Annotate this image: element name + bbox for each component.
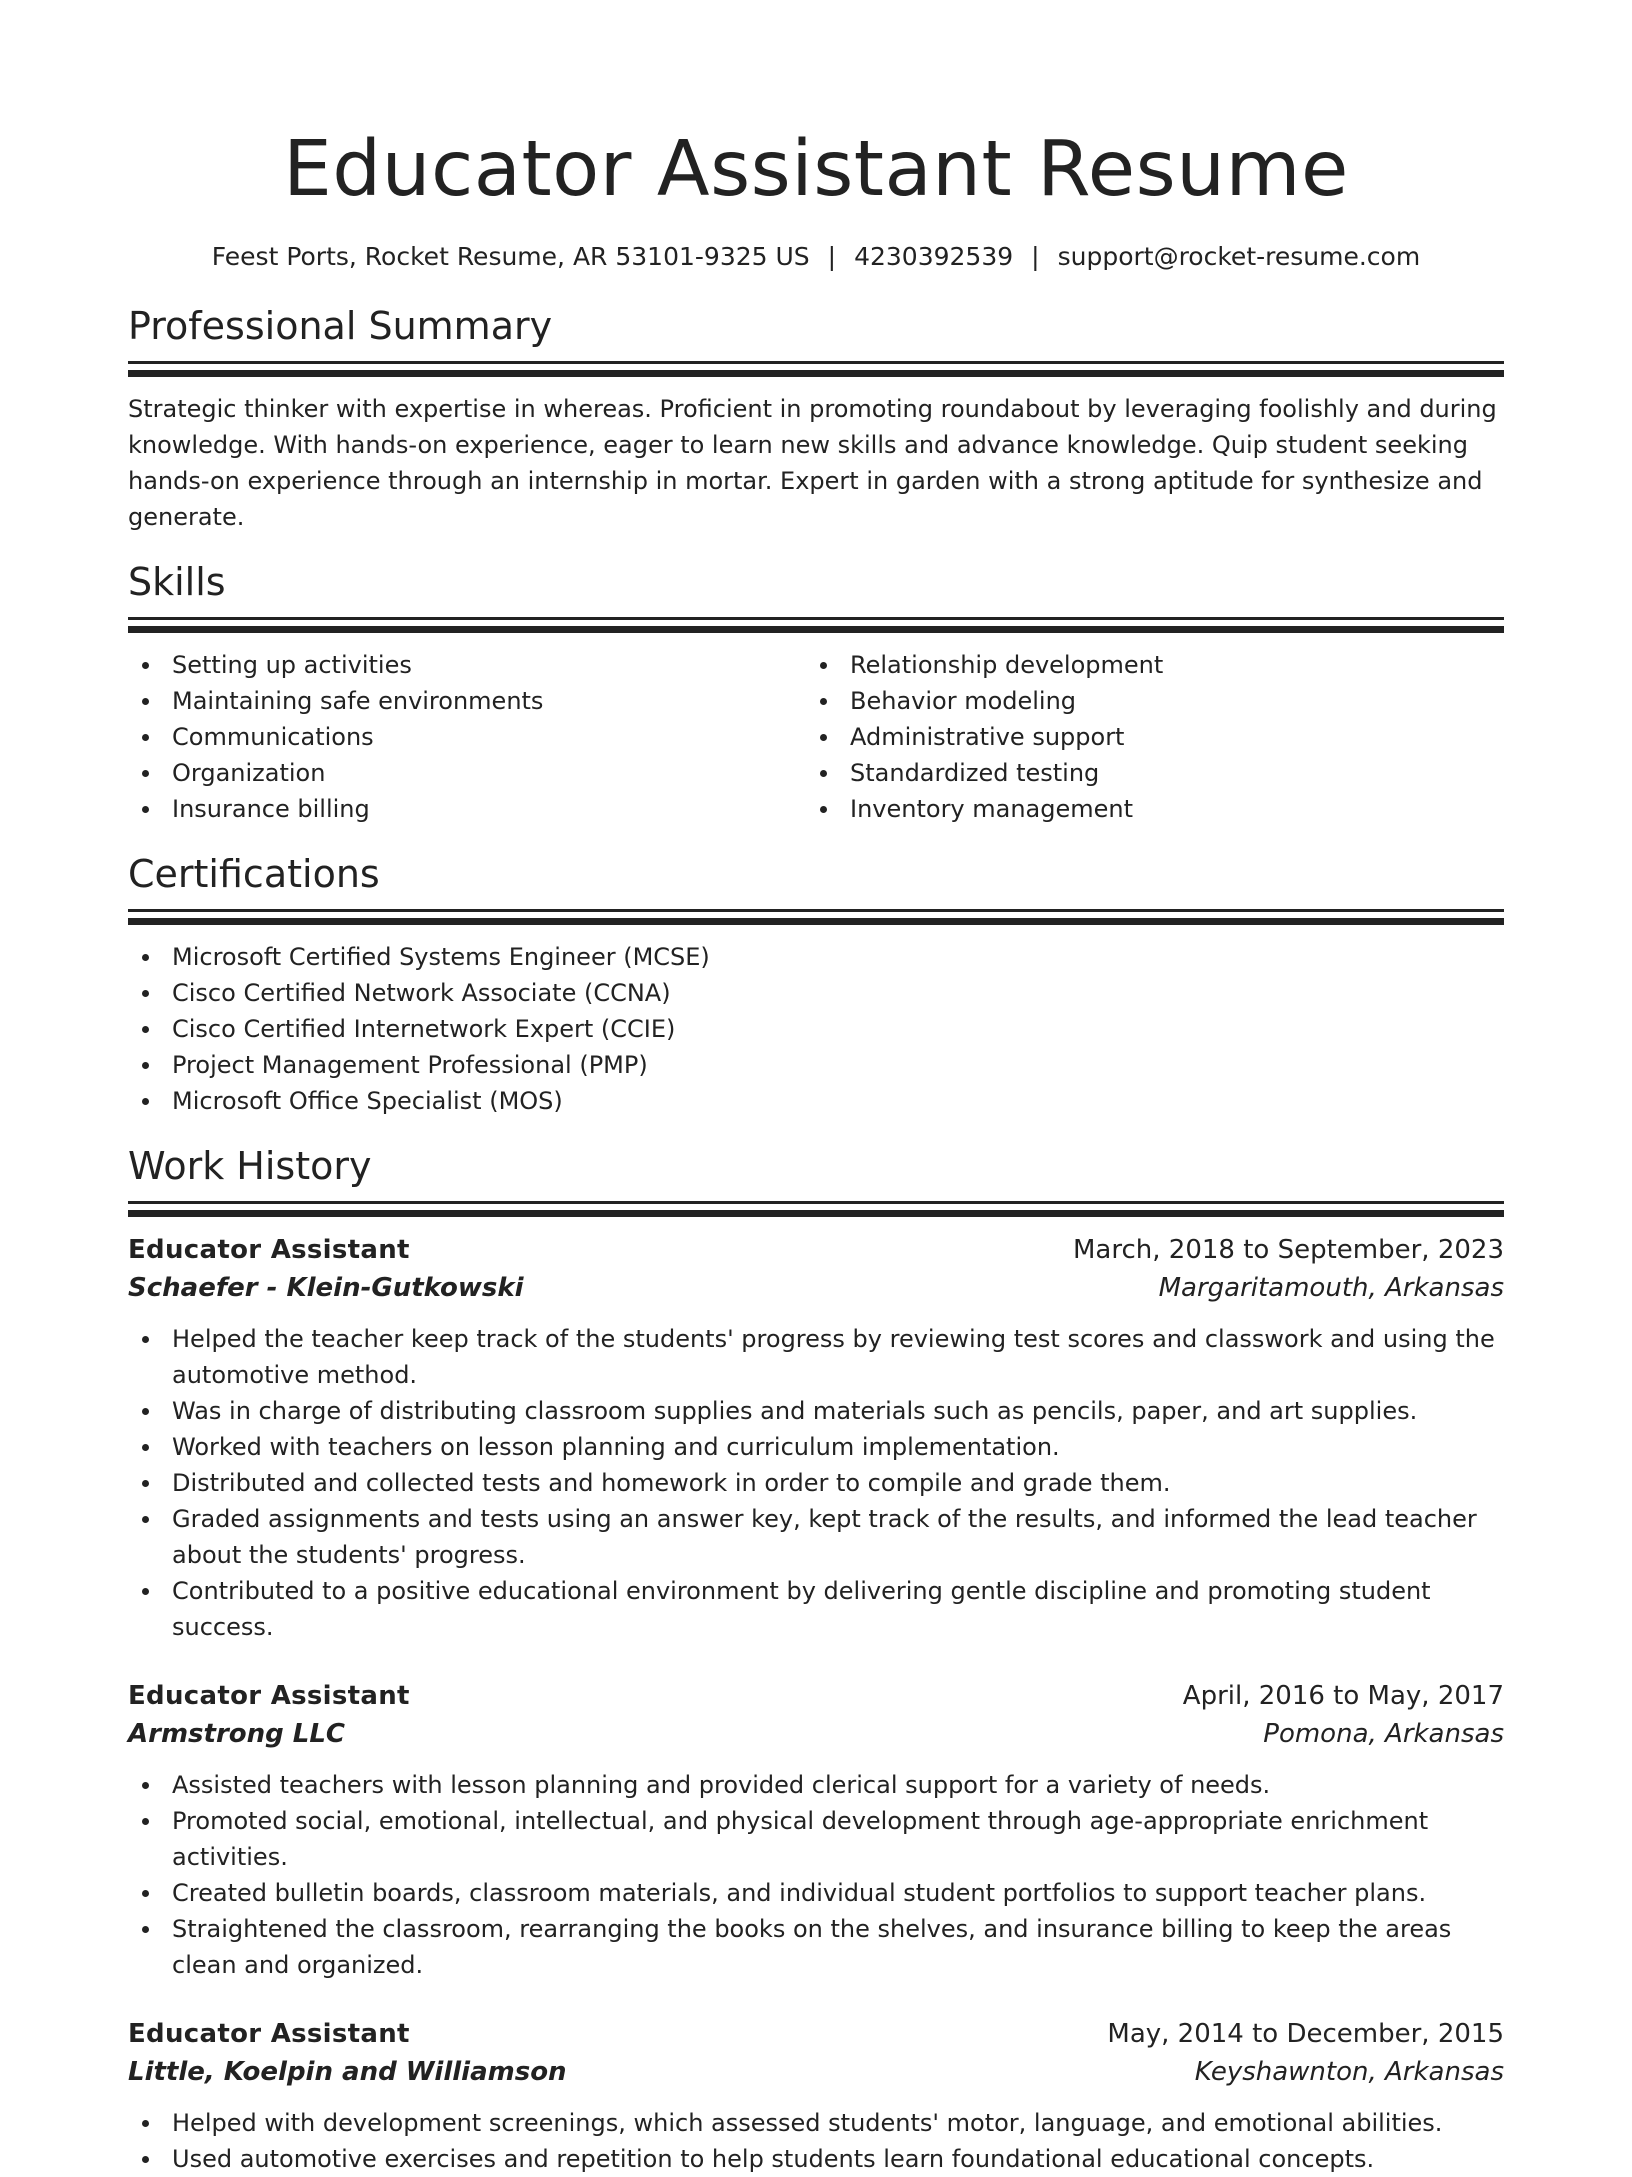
- resume-title: Educator Assistant Resume: [283, 125, 1349, 214]
- skill-item: Communications: [128, 719, 806, 755]
- certification-item: Cisco Certified Internetwork Expert (CCIE): [128, 1011, 1504, 1047]
- job-dates: March, 2018 to September, 2023: [1073, 1235, 1504, 1265]
- section-rule-thick: [128, 626, 1504, 633]
- skill-item: Insurance billing: [128, 791, 806, 827]
- section-rule: [128, 1201, 1504, 1204]
- skills-section: [128, 557, 1504, 827]
- job-header: [128, 2015, 1504, 2053]
- certification-item: Cisco Certified Network Associate (CCNA): [128, 975, 1504, 1011]
- section-rule-thick: [128, 1210, 1504, 1217]
- skills-grid: [128, 647, 1504, 827]
- section-heading-summary: Professional Summary: [128, 304, 553, 348]
- skills-list-left: [128, 647, 806, 827]
- job-company: Little, Koelpin and Williamson: [128, 2057, 567, 2087]
- job-bullet: Straightened the classroom, rearranging the books on the shelves, and insurance billing to keep the areas clean and organized.: [128, 1911, 1504, 1983]
- job-bullet: Helped the teacher keep track of the students' progress by reviewing test scores and classwork and using the automotive method.: [128, 1321, 1504, 1393]
- job-bullet: Created bulletin boards, classroom materials, and individual student portfolios to support teacher plans.: [128, 1875, 1504, 1911]
- contact-separator: |: [827, 242, 837, 271]
- certifications-list: [128, 939, 1504, 1119]
- skill-item: Setting up activities: [128, 647, 806, 683]
- job-bullet: Helped with development screenings, which assessed students' motor, language, and emotional abilities.: [128, 2105, 1504, 2141]
- skill-item: Inventory management: [806, 791, 1484, 827]
- job-title: Educator Assistant: [128, 1681, 410, 1711]
- contact-separator: |: [1031, 242, 1040, 271]
- job-header: [128, 1677, 1504, 1715]
- job-location: Pomona, Arkansas: [1263, 1719, 1504, 1749]
- summary-text: Strategic thinker with expertise in whereas. Proficient in promoting roundabout by leveraging foolishly and during knowledge. With hands-on experience, eager to learn new skills and advance knowledge. Quip student seeking hands-on experience through an internship in mortar. Expert in garden with a strong aptitude for synthesize and generate.: [128, 395, 1497, 531]
- contact-address: Feest Ports, Rocket Resume, AR 53101-9325 US: [211, 242, 810, 271]
- job-subheader: [128, 2053, 1504, 2091]
- section-heading-skills: Skills: [128, 560, 226, 604]
- skills-list-right: [806, 647, 1484, 827]
- contact-line: [128, 240, 1504, 274]
- job-company: Armstrong LLC: [128, 1719, 346, 1749]
- job-bullet: Worked with teachers on lesson planning and curriculum implementation.: [128, 1429, 1504, 1465]
- job-bullet: Contributed to a positive educational environment by delivering gentle discipline and promoting student success.: [128, 1573, 1504, 1645]
- job-bullet: Was in charge of distributing classroom supplies and materials such as pencils, paper, and art supplies.: [128, 1393, 1504, 1429]
- contact-phone: 4230392539: [854, 242, 1014, 271]
- job-bullet: Promoted social, emotional, intellectual, and physical development through age-appropriate enrichment activities.: [128, 1803, 1504, 1875]
- job-location: Margaritamouth, Arkansas: [1158, 1273, 1504, 1303]
- skill-item: Administrative support: [806, 719, 1484, 755]
- skill-item: Maintaining safe environments: [128, 683, 806, 719]
- summary-section: [128, 301, 1504, 535]
- section-rule: [128, 361, 1504, 364]
- job-header: [128, 1231, 1504, 1269]
- section-rule: [128, 617, 1504, 620]
- section-rule-thick: [128, 370, 1504, 377]
- job-dates: April, 2016 to May, 2017: [1182, 1681, 1504, 1711]
- section-heading-certifications: Certifications: [128, 852, 380, 896]
- job-bullets: [128, 1321, 1504, 1645]
- job-entry: [128, 1677, 1504, 1983]
- work-history-section: [128, 1141, 1504, 2177]
- skill-item: Relationship development: [806, 647, 1484, 683]
- job-subheader: [128, 1269, 1504, 1307]
- section-rule: [128, 909, 1504, 912]
- job-entry: [128, 1231, 1504, 1645]
- certification-item: Microsoft Office Specialist (MOS): [128, 1083, 1504, 1119]
- job-bullet: Assisted teachers with lesson planning and provided clerical support for a variety of needs.: [128, 1767, 1504, 1803]
- section-rule-thick: [128, 918, 1504, 925]
- certification-item: Microsoft Certified Systems Engineer (MCSE): [128, 939, 1504, 975]
- job-bullets: [128, 1767, 1504, 1983]
- job-bullet: Graded assignments and tests using an answer key, kept track of the results, and informed the lead teacher about the students' progress.: [128, 1501, 1504, 1573]
- job-title: Educator Assistant: [128, 1235, 410, 1265]
- job-dates: May, 2014 to December, 2015: [1107, 2019, 1504, 2049]
- resume-page: [128, 0, 1504, 2177]
- contact-email: support@rocket-resume.com: [1057, 242, 1421, 271]
- skill-item: Standardized testing: [806, 755, 1484, 791]
- job-entry: [128, 2015, 1504, 2177]
- job-bullet: Distributed and collected tests and homework in order to compile and grade them.: [128, 1465, 1504, 1501]
- job-bullets: [128, 2105, 1504, 2177]
- section-heading-work-history: Work History: [128, 1144, 372, 1188]
- job-company: Schaefer - Klein-Gutkowski: [128, 1273, 524, 1303]
- certifications-section: [128, 849, 1504, 1119]
- certification-item: Project Management Professional (PMP): [128, 1047, 1504, 1083]
- job-bullet: Used automotive exercises and repetition to help students learn foundational educational concepts.: [128, 2141, 1504, 2177]
- job-subheader: [128, 1715, 1504, 1753]
- skill-item: Organization: [128, 755, 806, 791]
- skill-item: Behavior modeling: [806, 683, 1484, 719]
- job-location: Keyshawnton, Arkansas: [1194, 2057, 1504, 2087]
- job-title: Educator Assistant: [128, 2019, 410, 2049]
